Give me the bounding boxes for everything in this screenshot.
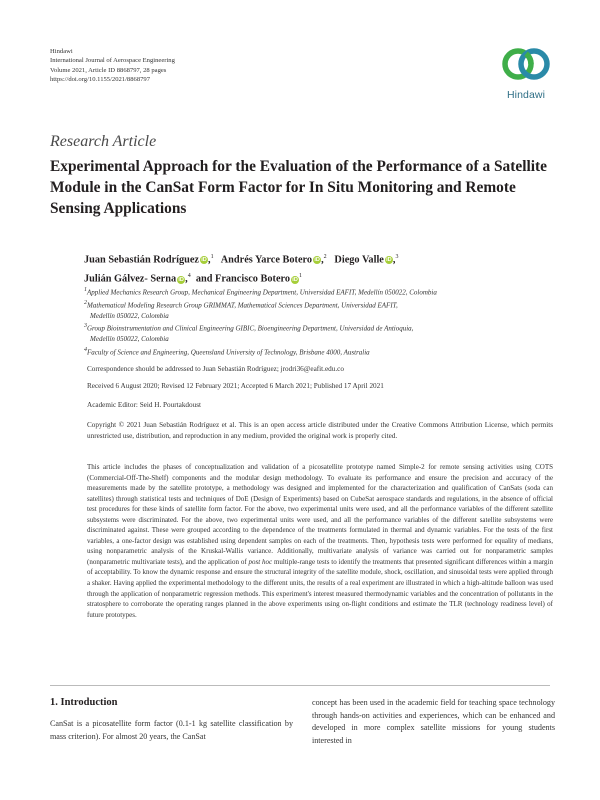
author-affiliation-number: 1 [299, 273, 303, 280]
journal-meta [50, 47, 175, 85]
section-divider [50, 685, 550, 686]
author-name[interactable]: Francisco Botero [215, 273, 291, 285]
doi-link[interactable]: https://doi.org/10.1155/2021/8868797 [50, 76, 151, 84]
paper-title: Experimental Approach for the Evaluation of the Performance of a Satellite Module in the CanSat Form Factor for In Situ Monitoring and Remote Sensing Applications [50, 158, 547, 217]
affiliation [84, 345, 564, 358]
author-affiliation-number: 3 [395, 254, 399, 260]
orcid-icon[interactable]: iD [386, 257, 392, 264]
author-affiliation-number: 4 [187, 273, 191, 280]
affiliation [84, 285, 564, 298]
volume-line: Volume 2021, Article ID 8868797, 28 pages [50, 66, 167, 74]
affiliation-text: Mathematical Modeling Research Group GRIMMAT, Mathematical Sciences Department, Universidad EAFIT, [87, 301, 398, 310]
abstract-text: This article includes the phases of conceptualization and validation of a picosatellite prototype named Simple-2 for remote sensing activities using COTS (Commercial-Off-The-Shelf) components and the modular design methodology. To evaluate its performance and ensure the precision and accuracy of the measurements made by the satellite prototype, a methodology was designed and implemented for the characterization and qualification of CanSats (soda can satellites) through statistical tests and techniques of DoE (Design of Experiments) based on CubeSat aerospace standards and regulations, in the absence of official test procedures for these kinds of satellite form factor. For the above, two experimental units were used, and all the performance variables of the different satellite subsystems were discriminated. For the above, two experimental units were used, and all the performance variables of the different satellite subsystems were discriminated against. These were grouped according to the dependence of the treatments formulated in thermal and dynamic variables. For the tests of the first variables, a one-factor design was established using dependent samples on each of the treatments. Then, hypothesis tests were performed for equality of medians, using nonparametric analysis of the Kruskal-Wallis variance. Additionally, multivariate analysis of variance was carried out for nonparametric samples (nonparametric multivariate tests), and the application of [87, 463, 553, 566]
article-type: Research Article [50, 133, 157, 150]
hindawi-rings-icon [500, 46, 552, 86]
affiliation-text: Group Bioinstrumentation and Clinical Engineering GIBIC, Bioengineering Department, Universidad de Antioquia, [87, 324, 414, 333]
affiliation-number: 1 [84, 287, 87, 293]
intro-left-column: CanSat is a picosatellite form factor (0.1-1 kg satellite classification by mass criterion). For almost 20 years, the CanSat [50, 719, 293, 741]
orcid-icon[interactable]: iD [292, 276, 298, 283]
orcid-icon[interactable]: iD [314, 257, 320, 264]
author-name[interactable]: Juan Sebastián Rodríguez [84, 254, 200, 266]
author-name[interactable]: Andrés Yarce Botero [220, 254, 313, 266]
abstract-italic-term: post hoc [248, 557, 273, 566]
affiliation-text: Faculty of Science and Engineering, Queensland University of Technology, Brisbane 4000, Australia [87, 348, 370, 357]
author-list: Juan Sebastián Rodríguez iD,$^1$ Andrés Yarce Botero iD,$^2$ Diego Valle iD,$^3$ Julián Gálvez- Serna iD,$^4$ and Francisco Botero $iD^1$ [84, 254, 399, 285]
affiliation-number: 2 [84, 299, 87, 306]
affiliation-number: 3 [84, 323, 87, 330]
orcid-icon[interactable]: iD [178, 276, 184, 283]
author-affiliation-number: 1 [210, 254, 214, 260]
affiliation-text: Applied Mechanics Research Group, Mechanical Engineering Department, Universidad EAFIT, Medellín 050022, Colombia [87, 288, 437, 297]
academic-editor: Academic Editor: Seid H. Pourtakdoust [87, 401, 201, 409]
affiliation-continuation: Medellín 050022, Colombia [90, 335, 169, 344]
abstract-text: multiple-range tests to identify the treatments that presented significant differences within a margin of acceptability. To know the dynamic response and ensure the structural integrity of the satellite module, shock, oscillation, and sinusoidal tests were applied through a shaker. Having applied the experimental methodology to the different units, the results of a real experiment are illustrated in which a high-altitude balloon was used through the application of nonparametric regression methods. This experiment's interest measured thermodynamic variables and the concentration of pollutants in the stratosphere to corroborate the operating ranges planned in the above experiments using on-flight conditions and estimate the TLR (technology readiness level) of future prototypes. [87, 557, 553, 619]
affiliation-list [84, 285, 564, 358]
affiliation-continuation: Medellín 050022, Colombia [90, 311, 169, 320]
hindawi-wordmark: Hindawi [506, 89, 546, 101]
author-affiliation-number: 2 [323, 254, 327, 260]
publisher-name: Hindawi [50, 48, 73, 55]
affiliation [84, 298, 564, 311]
author-name[interactable]: Julián Gálvez- Serna [84, 273, 177, 285]
hindawi-logo [494, 46, 558, 108]
correspondence: Correspondence should be addressed to Juan Sebastián Rodríguez; jrodri36@eafit.edu.co [87, 365, 344, 373]
section-heading: 1. Introduction [50, 697, 118, 708]
affiliation [84, 321, 564, 334]
orcid-icon[interactable]: iD [201, 257, 207, 264]
intro-right-column: concept has been used in the academic field for teaching space technology through hands-on activities and experiences, which can be enhanced and developed in more complex satellite missions for young students interested in [312, 698, 555, 746]
author-name[interactable]: Diego Valle [334, 254, 384, 266]
abstract [87, 462, 553, 620]
authors-and: and [195, 273, 213, 285]
journal-name: International Journal of Aerospace Engineering [50, 57, 175, 65]
copyright-notice: Copyright © 2021 Juan Sebastián Rodríguez et al. This is an open access article distributed under the Creative Commons Attribution License, which permits unrestricted use, distribution, and reproduction in any medium, provided the original work is properly cited. [87, 421, 553, 440]
publication-dates: Received 6 August 2020; Revised 12 February 2021; Accepted 6 March 2021; Published 17 April 2021 [87, 382, 384, 390]
affiliation-number: 4 [84, 346, 87, 353]
